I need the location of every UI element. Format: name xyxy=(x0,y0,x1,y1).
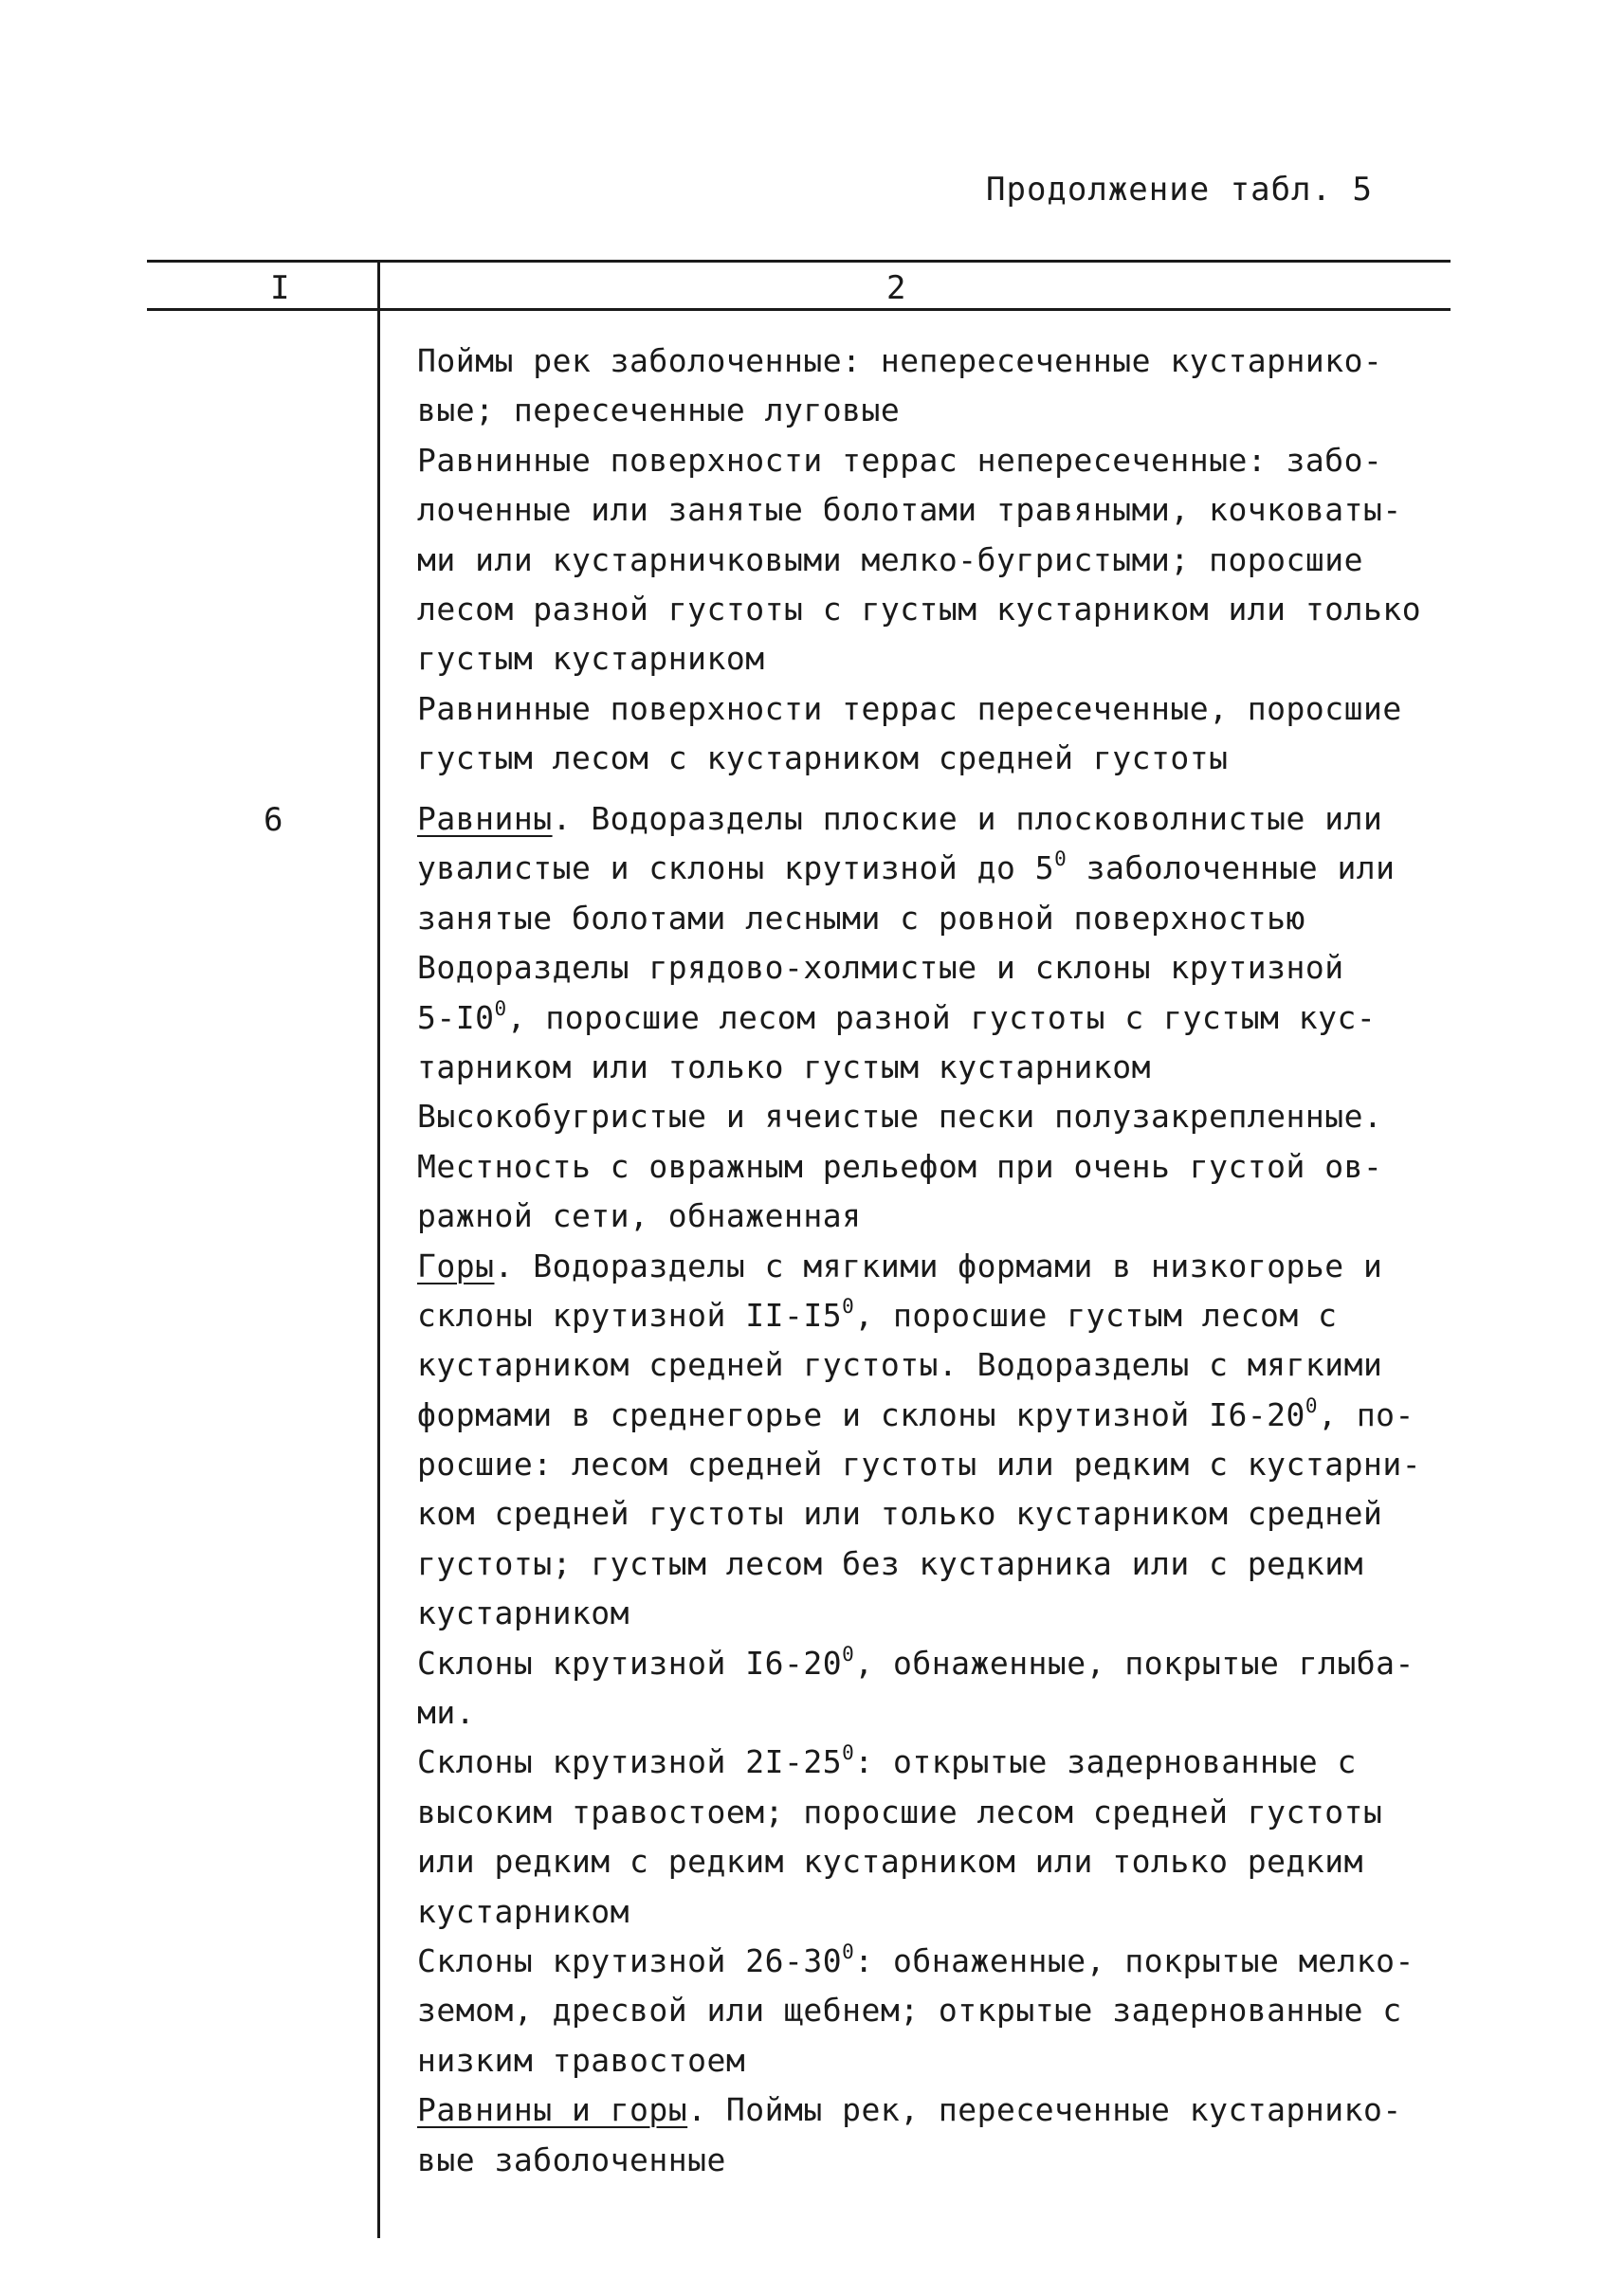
text-line: густоты; густым лесом без кустарника или с редким xyxy=(417,1544,1364,1582)
text-line xyxy=(417,1738,1469,1787)
text-line xyxy=(417,1391,1469,1440)
text-line: Равнинные поверхности террас пересеченные, поросшие xyxy=(417,689,1402,727)
text-line xyxy=(417,1291,1469,1340)
text-span: . Водоразделы с мягкими формами в низкогорье и xyxy=(494,1247,1383,1284)
text-line: Равнинные поверхности террас непересеченные: забо- xyxy=(417,441,1383,479)
row-6-number: 6 xyxy=(264,801,283,839)
text-line: высоким травостоем; поросшие лесом средней густоты xyxy=(417,1793,1383,1831)
text-span: , поросшие густым лесом с xyxy=(854,1296,1338,1334)
text-line: лесом разной густоты с густым кустарником или только xyxy=(417,590,1422,628)
page-header: Продолжение табл. 5 xyxy=(986,171,1373,209)
text-span: заболоченные или xyxy=(1067,849,1396,887)
text-line: занятые болотами лесными с ровной поверхностью xyxy=(417,899,1305,937)
text-line: ком средней густоты или только кустарником средней xyxy=(417,1495,1383,1533)
degree-superscript: 0 xyxy=(842,1741,855,1765)
text-line: Поймы рек заболоченные: непересеченные кустарнико- xyxy=(417,342,1383,379)
text-line xyxy=(417,844,1469,893)
text-span: Склоны крутизной 26-30 xyxy=(417,1941,843,1979)
text-span: . Поймы рек, пересеченные кустарнико- xyxy=(687,2091,1402,2129)
text-line: кустарником xyxy=(417,1892,630,1930)
text-span: 5-I0 xyxy=(417,998,495,1036)
text-line: или редким с редким кустарником или только редким xyxy=(417,1843,1364,1881)
text-span: , поросшие лесом разной густоты с густым кус- xyxy=(506,998,1377,1036)
text-line: низким травостоем xyxy=(417,2041,746,2079)
text-line: Водоразделы грядово-холмистые и склоны крутизной xyxy=(417,949,1344,987)
degree-superscript: 0 xyxy=(1054,847,1067,871)
table-header-rule xyxy=(147,308,1451,311)
text-span: формами в среднегорье и склоны крутизной I6-20 xyxy=(417,1395,1305,1433)
table-top-rule xyxy=(147,260,1451,263)
table-column-divider xyxy=(377,260,380,2238)
text-line: кустарником средней густоты. Водоразделы с мягкими xyxy=(417,1346,1383,1384)
text-line: ми или кустарничковыми мелко-бугристыми; поросшие xyxy=(417,540,1364,578)
text-line: Высокобугристые и ячеистые пески полузакрепленные. xyxy=(417,1098,1383,1136)
degree-superscript: 0 xyxy=(842,1294,855,1318)
text-line: лоченные или занятые болотами травяными, кочковаты- xyxy=(417,491,1402,529)
text-line: вые заболоченные xyxy=(417,2140,726,2178)
section-heading-plains: Равнины xyxy=(417,800,553,837)
text-span: склоны крутизной II-I5 xyxy=(417,1296,843,1334)
row-5-description xyxy=(417,337,1469,784)
text-line: ми. xyxy=(417,1694,476,1732)
column-1-header: I xyxy=(270,269,290,307)
text-line: тарником или только густым кустарником xyxy=(417,1047,1151,1085)
text-line: росшие: лесом средней густоты или редким с кустарни- xyxy=(417,1446,1422,1484)
text-line: земом, дресвой или щебнем; открытые задернованные с xyxy=(417,1992,1402,2030)
text-span: Склоны крутизной I6-20 xyxy=(417,1644,843,1682)
degree-superscript: 0 xyxy=(842,1940,855,1963)
text-line: кустарником xyxy=(417,1594,630,1632)
text-span: увалистые и склоны крутизной до 5 xyxy=(417,849,1055,887)
degree-superscript: 0 xyxy=(494,996,507,1020)
section-heading-mountains: Горы xyxy=(417,1247,495,1284)
text-line xyxy=(417,1937,1469,1986)
degree-superscript: 0 xyxy=(1305,1393,1319,1417)
text-line xyxy=(417,1242,1469,1291)
text-span: : открытые задернованные с xyxy=(854,1743,1357,1781)
text-span: : обнаженные, покрытые мелко- xyxy=(854,1941,1414,1979)
text-span: . Водоразделы плоские и плосковолнистые или xyxy=(552,800,1383,837)
column-2-header: 2 xyxy=(886,269,906,307)
text-line: вые; пересеченные луговые xyxy=(417,392,901,429)
text-line xyxy=(417,1639,1469,1688)
section-heading-plains-and-mountains: Равнины и горы xyxy=(417,2091,688,2129)
text-line: густым кустарником xyxy=(417,640,765,678)
row-6-description xyxy=(417,794,1469,2185)
text-line: Местность с овражным рельефом при очень густой ов- xyxy=(417,1147,1383,1185)
text-line xyxy=(417,794,1469,844)
text-line: густым лесом с кустарником средней густоты xyxy=(417,739,1229,777)
text-span: , по- xyxy=(1318,1395,1414,1433)
text-span: , обнаженные, покрытые глыба- xyxy=(854,1644,1414,1682)
text-line xyxy=(417,993,1469,1043)
text-span: Склоны крутизной 2I-25 xyxy=(417,1743,843,1781)
text-line: ражной сети, обнаженная xyxy=(417,1197,862,1235)
degree-superscript: 0 xyxy=(842,1642,855,1666)
text-line xyxy=(417,2086,1469,2135)
